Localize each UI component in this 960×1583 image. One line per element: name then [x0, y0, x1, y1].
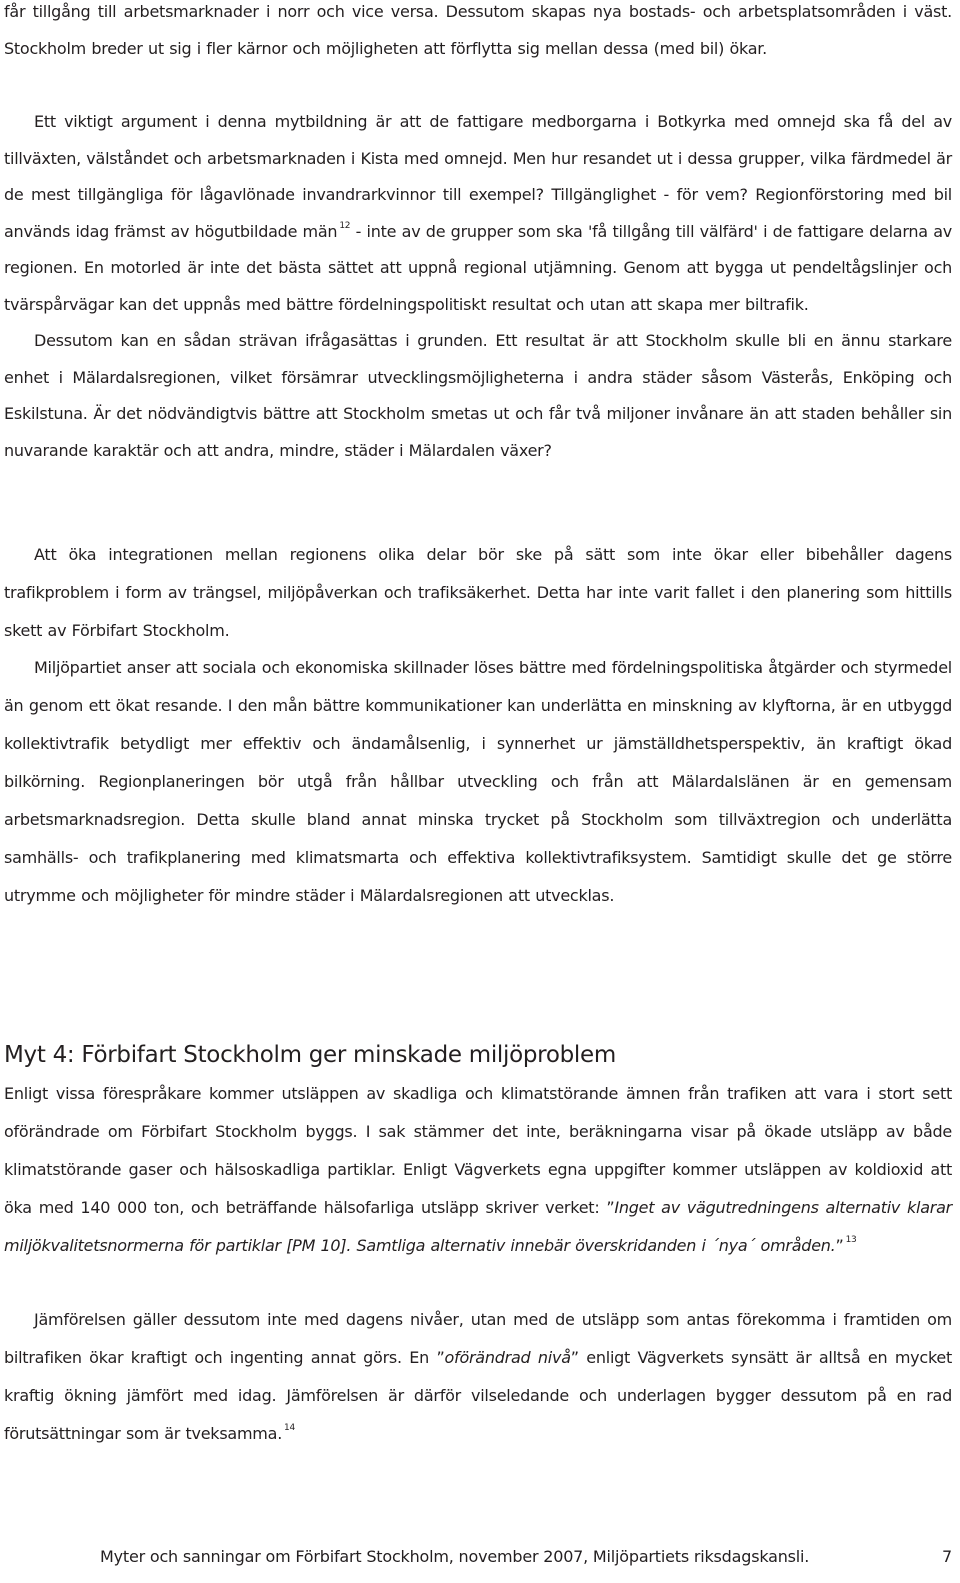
paragraph-text: Jämförelsen gäller dessutom inte med dagens nivåer, utan med de utsläpp som antas förekomma i framtiden om biltrafiken ökar kraftigt och ingenting annat görs. En ” — [4, 1310, 952, 1367]
paragraph-text: får tillgång till arbetsmarknader i norr och vice versa. Dessutom skapas nya bostads- och arbetsplatsområden i väst. Stockholm breder ut sig i fler kärnor och möjligheten att förflytta sig mellan dessa (med bil) ökar. — [4, 2, 952, 58]
footnote-marker-14: 14 — [284, 1423, 295, 1433]
paragraph-intro — [4, 0, 952, 67]
footnote-marker-13: 13 — [845, 1235, 857, 1245]
paragraph-text: Dessutom kan en sådan strävan ifrågasättas i grunden. Ett resultat är att Stockholm skulle bli en ännu starkare enhet i Mälardalsregionen, vilket försämrar utvecklingsmöjligheterna i andra städer såsom Västerås, Enköping och Eskilstuna. Är det nödvändigtvis bättre att Stockholm smetas ut och får två miljoner invånare än att staden behåller sin nuvarande karaktär och att andra, mindre, städer i Mälardalen växer? — [4, 331, 952, 460]
footer-text: Myter och sanningar om Förbifart Stockholm, november 2007, Miljöpartiets riksdagskansli. — [100, 1547, 810, 1566]
paragraph-miljopartiet — [4, 649, 952, 915]
section-heading: Myt 4: Förbifart Stockholm ger minskade miljöproblem — [4, 1042, 616, 1068]
page-number: 7 — [942, 1547, 952, 1566]
paragraph-comparison — [4, 1301, 952, 1453]
paragraph-text: Ett viktigt argument i denna mytbildning är att de fattigare medborgarna i Botkyrka med omnejd ska få del av tillväxten, välståndet och arbetsmarknaden i Kista med omnejd. Men hur resandet ut i dessa grupper, vilka färdmedel är de mest tillgängliga för lågavlönade invandrarkvinnor till exempel? Tillgänglighet - för vem? Regionförstoring med bil används idag främst av högutbildade män — [4, 112, 952, 241]
paragraph-text: ” enligt Vägverkets synsätt är alltså en mycket kraftig ökning jämfört med idag. Jämförelsen är därför vilseledande och underlagen bygger dessutom på en rad förutsättningar som är tveksamma. — [4, 1348, 953, 1443]
paragraph-text: Miljöpartiet anser att sociala och ekonomiska skillnader löses bättre med fördelningspolitiska åtgärder och styrmedel än genom ett ökat resande. I den mån bättre kommunikationer kan underlätta en minskning av klyftorna, är en utbyggd kollektivtrafik betydligt mer effektiv och ändamålsenlig, i synnerhet ur jämställdhetsperspektiv, än kraftigt ökad bilkörning. Regionplaneringen bör utgå från hållbar utveckling och från att Mälardalslänen är en gemensam arbetsmarknadsregion. Detta skulle bland annat minska trycket på Stockholm som tillväxtregion och underlätta samhälls- och trafikplanering med klimatsmarta och effektiva kollektivtrafiksystem. Samtidigt skulle det ge större utrymme och möjligheter för mindre städer i Mälardalsregionen att utvecklas. — [4, 658, 952, 905]
paragraph-emissions — [4, 1075, 952, 1265]
paragraph-argument — [4, 104, 952, 469]
emphasis-text: oförändrad nivå — [444, 1348, 571, 1367]
quote-mark: ” — [835, 1236, 844, 1255]
paragraph-text: Enligt vissa förespråkare kommer utsläppen av skadliga och klimatstörande ämnen från trafiken att vara i stort sett oförändrade om Förbifart Stockholm byggs. I sak stämmer det inte, beräkningarna visar på ökade utsläpp av både klimatstörande gaser och hälsoskadliga partiklar. Enligt Vägverkets egna uppgifter kommer utsläppen av koldioxid att öka med 140 000 ton, och beträffande hälsofarliga utsläpp skriver verket: ” — [4, 1084, 952, 1217]
paragraph-integration — [4, 536, 952, 650]
paragraph-text: - inte av de grupper som ska 'få tillgång till välfärd' i de fattigare delarna av regionen. En motorled är inte det bästa sättet att uppnå regional utjämning. Genom att bygga ut pendeltågslinjer och tvärspårvägar kan det uppnås med bättre fördelningspolitiskt resultat och utan att skapa mer biltrafik. — [4, 221, 952, 314]
quote-text: Inget av vägutredningens alternativ klarar miljökvalitetsnormerna för partiklar [PM 10]. Samtliga alternativ innebär överskridanden i ´nya´ områden. — [4, 1198, 952, 1255]
paragraph-text: Att öka integrationen mellan regionens olika delar bör ske på sätt som inte ökar eller bibehåller dagens trafikproblem i form av trängsel, miljöpåverkan och trafiksäkerhet. Detta har inte varit fallet i den planering som hittills skett av Förbifart Stockholm. — [4, 545, 952, 640]
footnote-marker-12: 12 — [339, 220, 351, 231]
page-footer — [100, 1545, 952, 1569]
